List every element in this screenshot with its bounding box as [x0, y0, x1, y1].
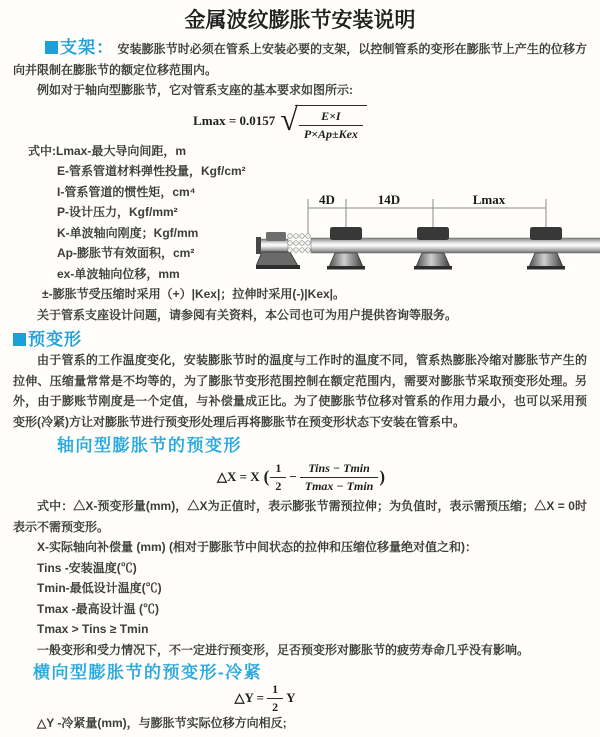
support-intro-text: 安装膨胀节时必须在管系上安装必要的支架，以控制管系的变形在膨胀节上产生的位移方向并限制在膨胀节的额定位移范围内。	[13, 42, 587, 77]
section-predeform-heading: 预变形	[13, 329, 587, 350]
page-title: 金属波纹膨胀节安装说明	[184, 9, 416, 32]
definition-item: P-设计压力，Kgf/mm²	[57, 205, 178, 219]
section-square-icon	[45, 41, 58, 54]
axial-formula-lhs: △X = X	[216, 469, 260, 484]
half-denominator: 2	[272, 699, 279, 714]
bellows-expansion-joint	[288, 233, 311, 252]
lmax-formula	[0, 102, 560, 140]
axial-line: Tmax > Tins ≥ Tmin	[37, 622, 149, 636]
support-note-line: 关于管系支座设计问题，请参阅有关资料，本公司也可为用户提供咨询等服务。	[37, 307, 458, 322]
definition-item: ±-膨胀节受压缩时采用（+）|Kex|；拉伸时采用(-)|Kex|。	[42, 287, 346, 301]
radical-sign: √	[280, 101, 298, 138]
lateral-formula-rhs: Y	[286, 690, 296, 705]
axial-line: 一般变形和受力情况下，不一定进行预变形，足否预变形对膨胀节的疲劳寿命几乎没有影响。	[37, 642, 530, 657]
definitions-and-diagram	[28, 141, 600, 305]
open-paren: (	[263, 467, 270, 486]
lmax-formula-denominator: P×Ap±Kex	[303, 126, 358, 141]
predeform-paragraph: 由于管系的工作温度变化，安装膨胀节时的温度与工作时的温度不同，管系热膨胀冷缩对膨胀节产生的拉伸、压缩量常常是不均等的，为了膨胀节变形范围控制在额定范围内，需要对膨胀节采取预变形处理。另外，由于膨账节刚度是一个定值，与补偿量成正比。为了使膨胀节位移对管系的作用力最小，也可以采用预变形(冷紧)方让对膨胀节进行预变形处理后再将膨胀节在预变形状态下安装在管系中。	[13, 353, 587, 429]
axial-formula	[0, 458, 600, 496]
lateral-formula	[0, 683, 530, 713]
lmax-formula-numerator: E×I	[299, 109, 363, 125]
support-example-line: 例如对于轴向型膨胀节，它对管系支座的基本要求如图所示:	[37, 83, 353, 97]
sqrt-expression	[280, 100, 367, 141]
dim-label-14d: 14D	[377, 191, 401, 207]
axial-line: Tmax -最高设计温 (℃)	[37, 601, 160, 616]
section-support-heading: 支架：	[60, 38, 115, 57]
section-square-icon	[13, 333, 26, 346]
dim-label-lmax: Lmax	[472, 191, 506, 207]
axial-line: X-实际轴向补偿量 (mm) (相对于膨胀节中间状态的拉伸和压缩位移量绝对值之和)：	[37, 540, 477, 554]
definition-item: E-管系管道材料弹性投量，Kgf/cm²	[57, 164, 246, 178]
lateral-note-line: △Y -冷紧量(mm)，与膨胀节实际位移方向相反;	[37, 716, 287, 730]
definition-item: K-单波轴向刚度；Kgf/mm	[57, 225, 199, 240]
close-paren: )	[379, 467, 386, 486]
axial-line: Tins -安装温度(℃)	[37, 560, 137, 575]
half-numerator: 1	[270, 461, 286, 477]
definition-item: ex-单波轴向位移，mm	[57, 266, 180, 281]
minus-sign: −	[289, 469, 297, 484]
axial-line: Tmin-最低设计温度(℃)	[37, 581, 162, 595]
half-numerator: 1	[267, 682, 283, 698]
lmax-formula-lhs: Lmax = 0.0157	[193, 112, 276, 128]
pipe	[311, 238, 600, 253]
axial-explain-paragraph: 式中：△X-预变形量(mm)，△X为正值时，表示膨张节需预拉伸；为负值时，表示需预压缩；△X = 0时表示不需预变形。	[13, 499, 587, 534]
lateral-formula-lhs: △Y =	[234, 690, 265, 705]
temp-numerator: Tins − Tmin	[300, 461, 379, 477]
definition-item: I-管系管道的惯性矩，cm⁴	[57, 184, 196, 199]
temp-denominator: Tmax − Tmin	[304, 478, 374, 493]
dim-label-4d: 4D	[319, 191, 335, 207]
definition-item: 式中:Lmax-最大导向间距，m	[28, 143, 187, 158]
axial-predeform-heading: 轴向型膨胀节的预变形	[57, 436, 242, 455]
half-denominator: 2	[275, 478, 282, 493]
support-intro-paragraph	[13, 38, 587, 80]
definition-item: Ap-膨胀节有效面积，cm²	[57, 246, 195, 260]
lateral-predeform-heading: 横向型膨胀节的预变形-冷紧	[33, 663, 263, 682]
pipe-support-diagram	[256, 191, 600, 286]
